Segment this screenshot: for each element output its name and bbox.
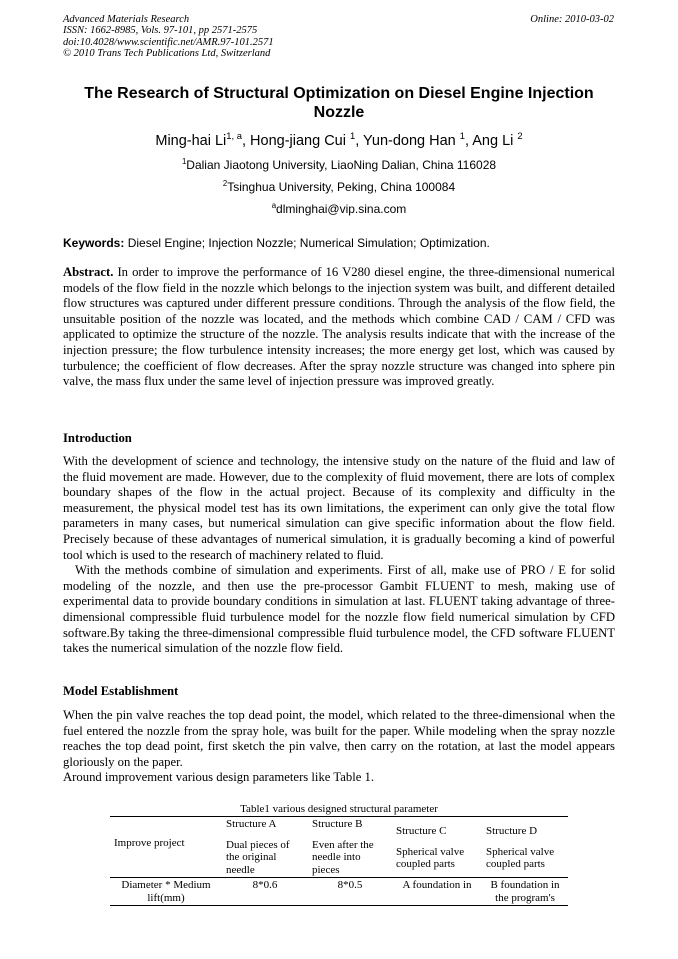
author-4: , Ang Li (465, 133, 518, 149)
affiliation-2-sup: 2 (222, 179, 228, 188)
abstract-label: Abstract. (63, 265, 114, 279)
affiliation-1 (63, 158, 615, 172)
paper-title (63, 84, 615, 122)
title-line-2: Nozzle (313, 104, 365, 121)
structure-a-name: Structure A (226, 818, 277, 830)
keywords (63, 236, 490, 250)
structure-c-header (392, 817, 482, 878)
table-cell: B foundation in the program's (482, 878, 568, 906)
model-paragraph-1: When the pin valve reaches the top dead point, the model, which related to the three-dimensional when the fuel entered the nozzle from the spray hole, was built for the paper. While modeling when the spray nozzle reaches the top dead point, first sketch the pin valve, then carry on the rotation, at last the model appears gloriously on the paper. (63, 708, 615, 769)
affiliation-2-text: Tsinghua University, Peking, China 100084 (227, 180, 456, 194)
copyright: © 2010 Trans Tech Publications Ltd, Switzerland (63, 47, 271, 59)
row-label-header: Improve project (110, 817, 222, 878)
email-text: dlminghai@vip.sina.com (276, 202, 407, 216)
structure-c-name: Structure C (396, 825, 447, 837)
abstract (63, 265, 615, 390)
journal-header (63, 14, 274, 59)
affiliation-1-text: Dalian Jiaotong University, LiaoNing Dalian, China 116028 (186, 158, 497, 172)
doi: doi:10.4028/www.scientific.net/AMR.97-101.2571 (63, 36, 274, 48)
table-cell-label: Diameter * Medium lift(mm) (110, 878, 222, 906)
title-line-1: The Research of Structural Optimization on Diesel Engine Injection (84, 85, 594, 102)
author-list (63, 130, 615, 149)
author-3: , Yun-dong Han (355, 133, 460, 149)
author-email (63, 202, 615, 216)
introduction-paragraph-2: With the methods combine of simulation and experiments. First of all, make use of PRO / E for solid modeling of the nozzle, and then use the pre-processor Gambit FLUENT to mesh, making use of experimental data to provide boundary conditions in simulation at last. FLUENT taking advantage of three-dimensional compressible fluid turbulence model for the nozzle flow field numerical simulation by CFD software.By taking the three-dimensional compressible fluid turbulence model, the CFD software FLUENT takes the numerical simulation of the nozzle flow field. (63, 563, 615, 656)
introduction-heading: Introduction (63, 431, 132, 445)
issn: ISSN: 1662-8985, Vols. 97-101, pp 2571-2575 (63, 25, 258, 37)
table-row (110, 878, 568, 906)
abstract-text: In order to improve the performance of 16 V280 diesel engine, the three-dimensional numerical models of the flow field in the nozzle which belongs to the injection system was built, and different detailed flow structures was captured under different pressure conditions. Through the analysis of the flow field, the unsuitable position of the nozzle was located, and the methods which combine CAD / CAM / CFD was applicated to optimize the structure of the nozzle. The analysis results indicate that with the increase of the injection pressure; the flow turbulence intensity increases; the more energy get lost, which was caused by turbulence; the coefficient of flow decreases. After the spray nozzle structure was changed into sphere pin valve, the mass flux under the same level of injection pressure was improved greatly. (63, 265, 615, 389)
author-1: Ming-hai Li (155, 133, 227, 149)
keywords-text: Diesel Engine; Injection Nozzle; Numerical Simulation; Optimization. (124, 236, 490, 250)
model-paragraph-2: Around improvement various design parameters like Table 1. (63, 770, 375, 785)
model-body (63, 708, 615, 786)
structure-a-header (222, 817, 308, 878)
table-cell: A foundation in (392, 878, 482, 906)
structure-a-desc: Dual pieces of the original needle (226, 838, 290, 876)
author-2: , Hong-jiang Cui (241, 133, 350, 149)
structure-d-name: Structure D (486, 825, 538, 837)
structure-d-desc: Spherical valve coupled parts (486, 845, 555, 870)
structure-b-header (308, 817, 392, 878)
keywords-label: Keywords: (63, 236, 125, 250)
table-caption: Table1 various designed structural parameter (240, 803, 438, 815)
email-sup: a (271, 201, 277, 210)
introduction-paragraph-1: With the development of science and technology, the intensive study on the nature of the fluid and law of the fluid movement are made. However, due to the complexity of fluid movement, there are lots of complex boundary shapes of the flow in the actual project. Because of its complexity and difficulty in the measurement, the physical model test has its own limitations, the experiment can only give the total flow parameters in many cases, but numerical simulation can give specific information about the flow field. Precisely because of these advantages of numerical simulation, it is gradually becoming a kind of powerful tool which is used to the research of machinery related to fluid. (63, 454, 615, 562)
table-cell: 8*0.5 (308, 878, 392, 906)
table-header-row (110, 817, 568, 878)
model-heading: Model Establishment (63, 684, 179, 698)
table-cell: 8*0.6 (222, 878, 308, 906)
journal-name: Advanced Materials Research (63, 14, 190, 25)
introduction-body (63, 454, 615, 657)
structure-c-desc: Spherical valve coupled parts (396, 845, 465, 870)
author-2-sup: 1 (349, 130, 356, 142)
affiliation-2 (63, 180, 615, 194)
structure-b-desc: Even after the needle into pieces (312, 838, 374, 876)
structure-d-header (482, 817, 568, 878)
structure-b-name: Structure B (312, 818, 363, 830)
parameter-table (110, 816, 568, 906)
author-4-sup: 2 (517, 130, 523, 142)
author-3-sup: 1 (459, 130, 465, 142)
author-1-sup: 1, a (226, 130, 242, 142)
online-date: Online: 2010-03-02 (530, 14, 614, 25)
affiliation-1-sup: 1 (181, 157, 187, 166)
